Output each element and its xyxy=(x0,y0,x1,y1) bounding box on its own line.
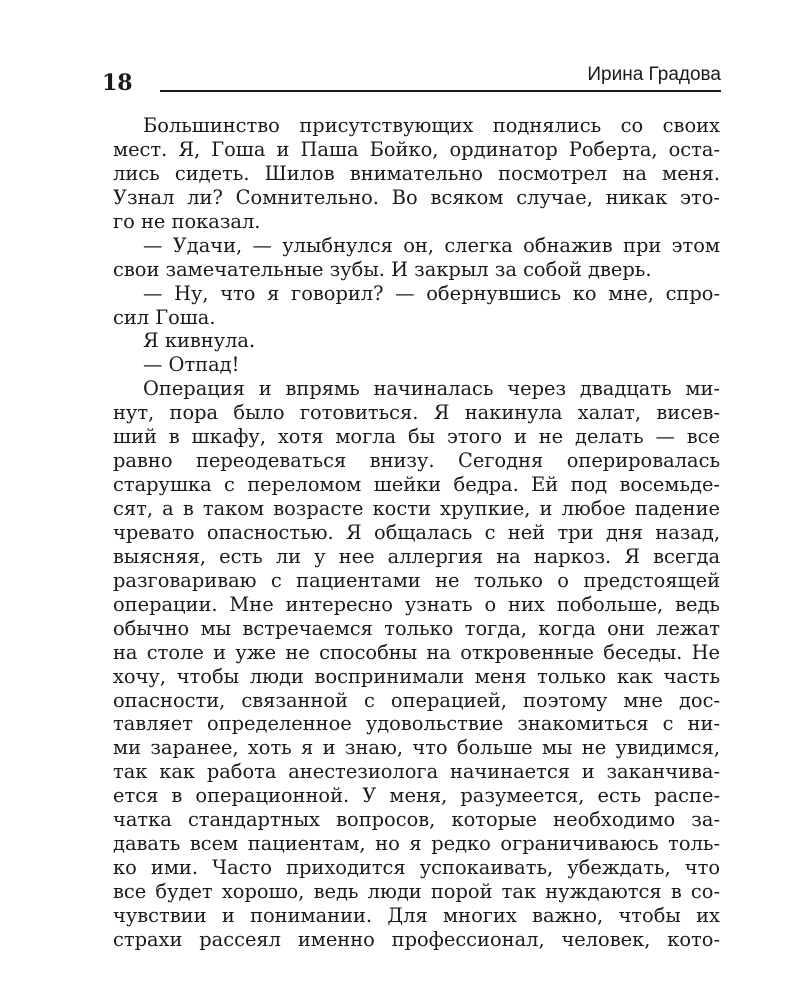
text-line: равно переодеваться внизу. Сегодня оперировалась xyxy=(113,449,720,473)
text-line: Узнал ли? Сомнительно. Во всяком случае, никак это- xyxy=(113,185,720,209)
text-line: так как работа анестезиолога начинается и заканчива- xyxy=(113,760,720,784)
text-line: мест. Я, Гоша и Паша Бойко, ординатор Роберта, оста- xyxy=(113,137,720,161)
text-line: обычно мы встречаемся только тогда, когда они лежат xyxy=(113,616,720,640)
text-line: свои замечательные зубы. И закрыл за собой дверь. xyxy=(113,257,652,281)
text-line: чувствии и понимании. Для многих важно, чтобы их xyxy=(113,903,720,927)
text-line: го не показал. xyxy=(113,209,261,233)
text-line: — Ну, что я говорил? — обернувшись ко мне, спро- xyxy=(143,281,720,305)
text-line: хочу, чтобы люди воспринимали меня только как часть xyxy=(113,664,720,688)
text-line: ми заранее, хоть я и знаю, что больше мы не увидимся, xyxy=(113,736,720,760)
text-line: ко ими. Часто приходится успокаивать, убеждать, что xyxy=(113,856,720,880)
text-line: чревато опасностью. Я общалась с ней три дня назад, xyxy=(113,520,720,544)
page-number: 18 xyxy=(102,70,133,96)
text-line: — Отпад! xyxy=(143,353,240,377)
header-rule xyxy=(160,90,721,92)
text-line: все будет хорошо, ведь люди порой так нуждаются в со- xyxy=(113,880,720,903)
text-line: сят, а в таком возрасте кости хрупкие, и любое падение xyxy=(113,497,720,520)
text-line: выясняя, есть ли у нее аллергия на наркоз. Я всегда xyxy=(113,544,720,568)
text-line: Операция и впрямь начиналась через двадцать ми- xyxy=(143,377,720,401)
body-text xyxy=(113,114,720,952)
text-line: ший в шкафу, хотя могла бы этого и не делать — все xyxy=(113,425,720,449)
text-line: Я кивнула. xyxy=(143,329,256,353)
text-line: лись сидеть. Шилов внимательно посмотрел на меня. xyxy=(113,161,720,185)
text-line: сил Гоша. xyxy=(113,305,216,329)
running-head-author: Ирина Градова xyxy=(587,64,721,85)
text-line: — Удачи, — улыбнулся он, слегка обнажив при этом xyxy=(143,233,720,257)
text-line: давать всем пациентам, но я редко ограничиваюсь толь- xyxy=(113,832,720,856)
text-line: нут, пора было готовиться. Я накинула халат, висев- xyxy=(113,401,720,425)
text-line: ется в операционной. У меня, разумеется, есть распе- xyxy=(113,784,720,808)
text-line: тавляет определенное удовольствие знакомиться с ни- xyxy=(113,712,720,736)
text-line: старушка с переломом шейки бедра. Ей под восемьде- xyxy=(113,473,720,497)
text-line: Большинство присутствующих поднялись со своих xyxy=(143,114,720,137)
text-line: операции. Мне интересно узнать о них побольше, ведь xyxy=(113,592,720,616)
text-line: на столе и уже не способны на откровенные беседы. Не xyxy=(113,640,720,664)
text-line: разговариваю с пациентами не только о предстоящей xyxy=(113,568,720,592)
text-line: опасности, связанной с операцией, поэтому мне дос- xyxy=(113,688,720,712)
text-line: страхи рассеял именно профессионал, человек, кото- xyxy=(113,927,720,951)
text-line: чатка стандартных вопросов, которые необходимо за- xyxy=(113,808,720,832)
